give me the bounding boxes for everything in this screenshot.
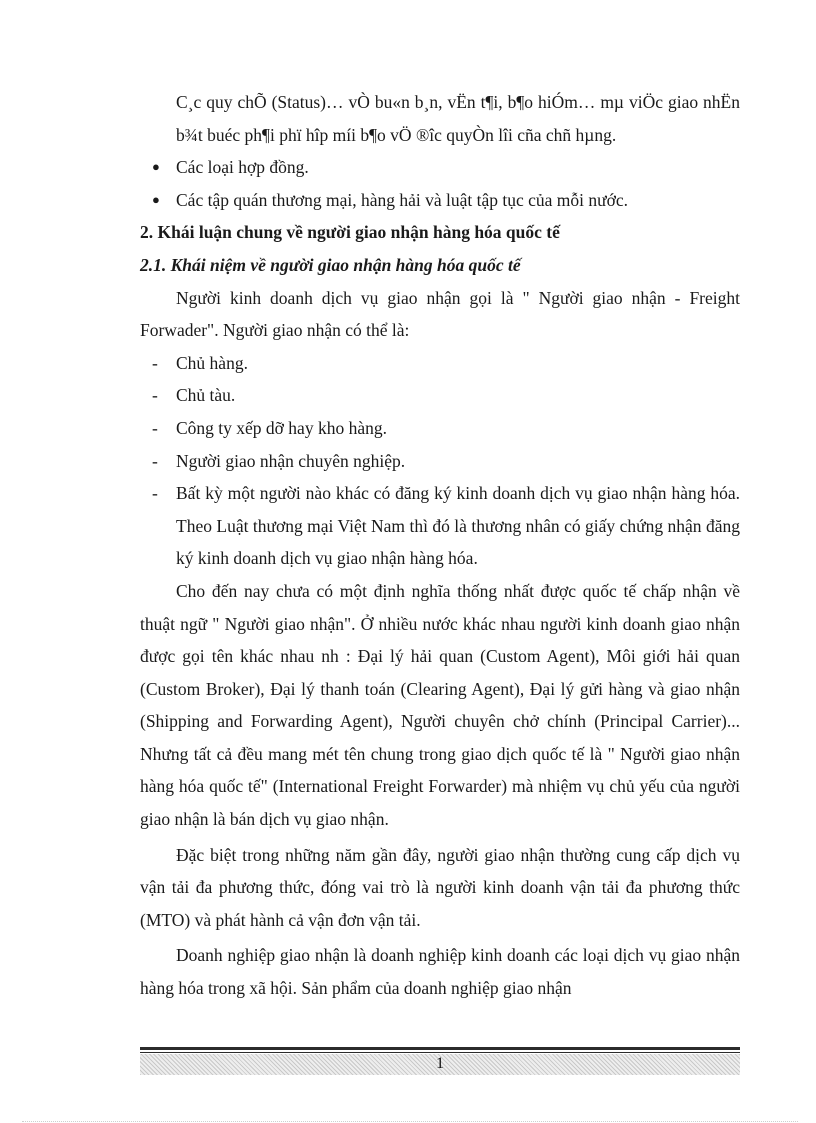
dash-item-text: Công ty xếp dỡ hay kho hàng. (176, 417, 387, 438)
footer-band (140, 1054, 740, 1075)
dash-item-text: Chủ tàu. (176, 385, 236, 406)
dash-icon: - (152, 450, 158, 471)
dash-icon: - (152, 385, 158, 406)
page-edge-divider (22, 1121, 798, 1122)
definition-paragraph: Người kinh doanh dịch vụ giao nhận gọi là " Người giao nhận - Freight Forwader". Người giao nhận có thể là: (140, 287, 740, 341)
dash-list-item (140, 477, 740, 575)
dash-icon: - (152, 483, 158, 504)
page-number: 1 (436, 1055, 444, 1072)
document-body (140, 86, 740, 1005)
dash-list-item (140, 347, 740, 380)
bullet-item (140, 151, 740, 184)
dash-list-item (140, 379, 740, 412)
dash-icon: - (152, 417, 158, 438)
subsection-heading: 2.1. Khái niệm về người giao nhận hàng hóa quốc tế (140, 254, 521, 275)
dash-item-text: Bất kỳ một người nào khác có đăng ký kinh doanh dịch vụ giao nhận hàng hóa. Theo Luật thương mại Việt Nam thì đó là thương nhân có giấy chứng nhận đăng ký kinh doanh dịch vụ giao nhận hàng hóa. (176, 483, 740, 569)
dash-item-text: Người giao nhận chuyên nghiệp. (176, 450, 406, 471)
dash-item-text: Chủ hàng. (176, 352, 248, 373)
bullet-item-text: Các tập quán thương mại, hàng hải và luật tập tục của mỗi nước. (176, 189, 629, 210)
intro-continuation-paragraph: C¸c quy chÕ (Status)… vÒ bu«n b¸n, vËn t¶i, b¶o hiÓm… mµ viÖc giao nhËn b¾t buéc ph¶i phï hîp míi b¶o vÖ ®îc quyÒn lîi cña chñ hµng. (176, 92, 740, 145)
terminology-paragraph: Cho đến nay chưa có một định nghĩa thống nhất được quốc tế chấp nhận về thuật ngữ " Người giao nhận". Ở nhiều nước khác nhau người kinh doanh giao nhận được gọi tên khác nhau nh : Đại lý hải quan (Custom Agent), Môi giới hải quan (Custom Broker), Đại lý thanh toán (Clearing Agent), Đại lý gửi hàng và giao nhận (Shipping and Forwarding Agent), Người chuyên chở chính (Principal Carrier)... Nhưng tất cả đều mang mét tên chung trong giao dịch quốc tế là " Người giao nhận hàng hóa quốc tế" (International Freight Forwarder) mà nhiệm vụ chủ yếu của người giao nhận là bán dịch vụ giao nhận. (140, 580, 740, 830)
dash-icon: - (152, 352, 158, 373)
footer-rule (140, 1047, 740, 1053)
bullet-dot-icon: ● (152, 159, 160, 175)
multimodal-paragraph: Đặc biệt trong những năm gần đây, người giao nhận thường cung cấp dịch vụ vận tải đa phương thức, đóng vai trò là người kinh doanh vận tải đa phương thức (MTO) và phát hành cả vận đơn vận tải. (140, 844, 740, 930)
bullet-dot-icon: ● (152, 191, 160, 207)
dash-list-item (140, 412, 740, 445)
bullet-item-text: Các loại hợp đồng. (176, 157, 309, 178)
dash-list-item (140, 445, 740, 478)
bullet-item (140, 184, 740, 217)
enterprise-paragraph: Doanh nghiệp giao nhận là doanh nghiệp kinh doanh các loại dịch vụ giao nhận hàng hóa trong xã hội. Sản phẩm của doanh nghiệp giao nhận (140, 945, 740, 999)
section-heading: 2. Khái luận chung về người giao nhận hàng hóa quốc tế (140, 222, 560, 243)
